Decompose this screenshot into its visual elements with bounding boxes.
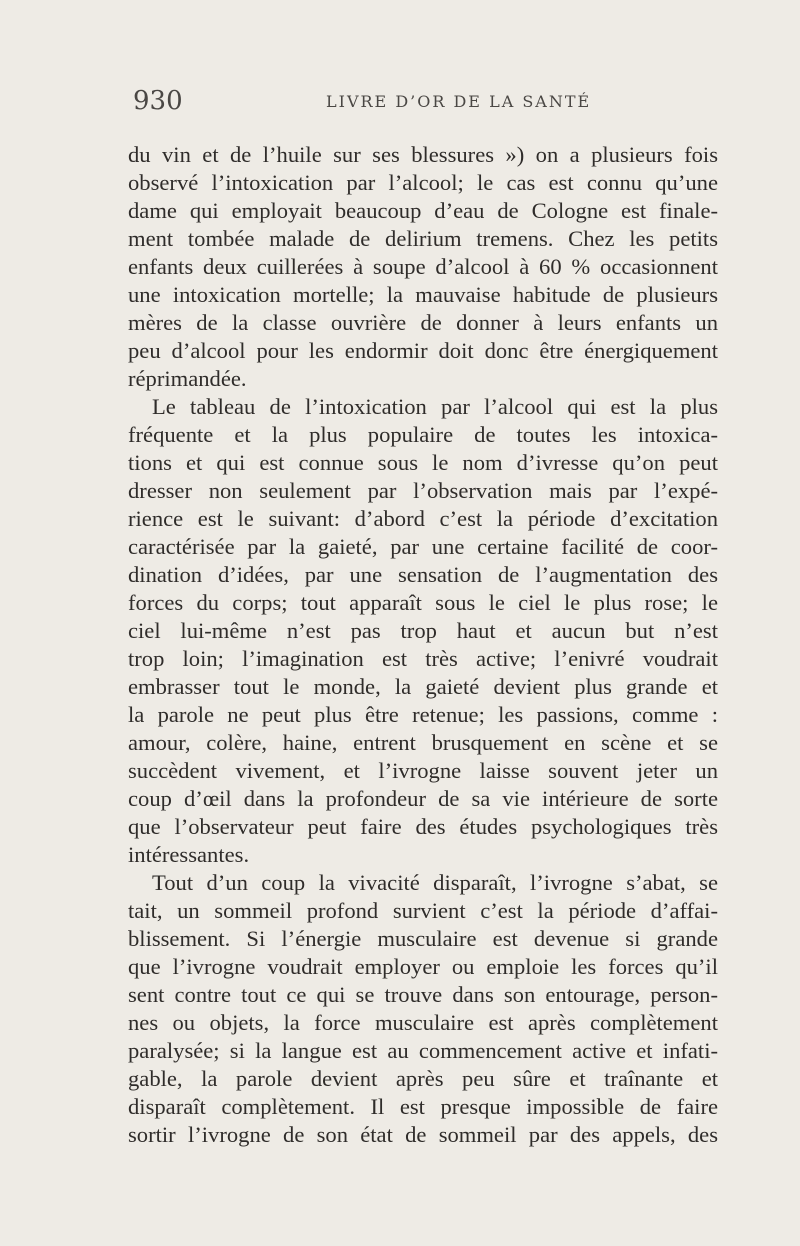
text-line: forces du corps; tout apparaît sous le ciel le plus rose; le [128, 590, 718, 615]
text-line: que l’observateur peut faire des études psychologiques très [128, 814, 718, 839]
running-head: LIVRE D’OR DE LA SANTÉ [326, 92, 592, 111]
text-line: ment tombée malade de delirium tremens. Chez les petits [128, 226, 718, 251]
text-line: dresser non seulement par l’observation mais par l’expé- [128, 478, 718, 503]
page-header [133, 86, 713, 122]
text-line: caractérisée par la gaieté, par une certaine facilité de coor- [128, 534, 718, 559]
text-line: disparaît complètement. Il est presque impossible de faire [128, 1094, 718, 1119]
text-line: la parole ne peut plus être retenue; les passions, comme : [128, 702, 718, 727]
page-number: 930 [133, 86, 183, 116]
paragraph-start: Tout d’un coup la vivacité disparaît, l’ivrogne s’abat, se [152, 870, 718, 895]
text-line: réprimandée. [128, 366, 247, 391]
body-text [128, 141, 718, 1149]
text-line: amour, colère, haine, entrent brusquement en scène et se [128, 730, 718, 755]
text-line: coup d’œil dans la profondeur de sa vie intérieure de sorte [128, 786, 718, 811]
paragraph-start: Le tableau de l’intoxication par l’alcool qui est la plus [152, 394, 718, 419]
text-line: nes ou objets, la force musculaire est après complètement [128, 1010, 718, 1035]
text-line: paralysée; si la langue est au commencement active et infati- [128, 1038, 718, 1063]
text-line: tait, un sommeil profond survient c’est la période d’affai- [128, 898, 718, 923]
text-line: du vin et de l’huile sur ses blessures ») on a plusieurs fois [128, 142, 718, 167]
text-line: ciel lui-même n’est pas trop haut et aucun but n’est [128, 618, 718, 643]
text-line: rience est le suivant: d’abord c’est la période d’excitation [128, 506, 718, 531]
text-line: sent contre tout ce qui se trouve dans son entourage, person- [128, 982, 718, 1007]
text-line: peu d’alcool pour les endormir doit donc être énergiquement [128, 338, 718, 363]
text-line: embrasser tout le monde, la gaieté devient plus grande et [128, 674, 718, 699]
text-line: mères de la classe ouvrière de donner à leurs enfants un [128, 310, 718, 335]
text-line: dame qui employait beaucoup d’eau de Cologne est finale- [128, 198, 718, 223]
text-line: que l’ivrogne voudrait employer ou emploie les forces qu’il [128, 954, 718, 979]
text-line: trop loin; l’imagination est très active; l’enivré voudrait [128, 646, 718, 671]
text-line: blissement. Si l’énergie musculaire est devenue si grande [128, 926, 718, 951]
text-line: succèdent vivement, et l’ivrogne laisse souvent jeter un [128, 758, 718, 783]
text-line: intéressantes. [128, 842, 250, 867]
text-line: dination d’idées, par une sensation de l’augmentation des [128, 562, 718, 587]
text-line: observé l’intoxication par l’alcool; le cas est connu qu’une [128, 170, 718, 195]
text-line: une intoxication mortelle; la mauvaise habitude de plusieurs [128, 282, 718, 307]
text-line: tions et qui est connue sous le nom d’ivresse qu’on peut [128, 450, 718, 475]
text-line: enfants deux cuillerées à soupe d’alcool à 60 % occasionnent [128, 254, 718, 279]
text-line: fréquente et la plus populaire de toutes les intoxica- [128, 422, 718, 447]
text-line: gable, la parole devient après peu sûre et traînante et [128, 1066, 718, 1091]
text-line: sortir l’ivrogne de son état de sommeil par des appels, des [128, 1122, 718, 1147]
